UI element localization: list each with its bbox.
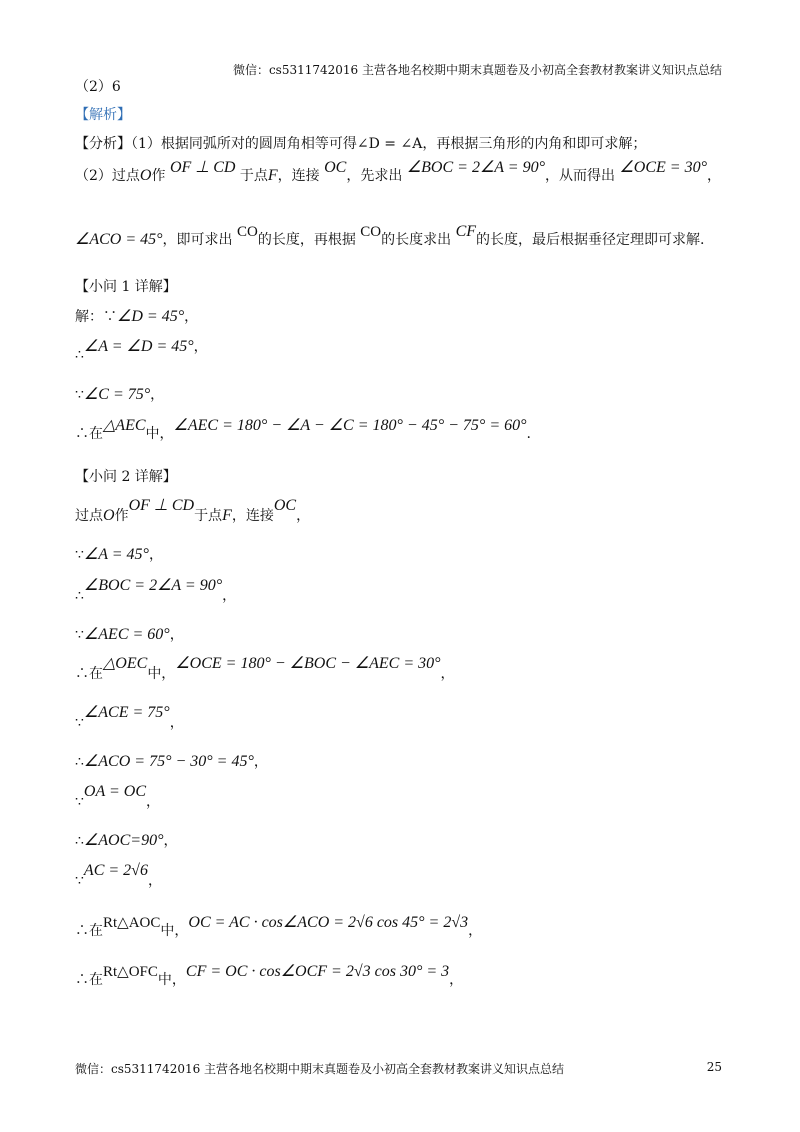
text: ∴在 — [75, 972, 103, 988]
q2-step-2 — [75, 547, 163, 563]
text: ，先求出 — [346, 168, 403, 184]
text: ∴ — [75, 833, 84, 849]
text: ， — [449, 972, 464, 988]
text: ∴在 — [75, 666, 103, 682]
math: OC — [273, 497, 297, 514]
text: ， — [145, 794, 160, 810]
text: ∴ — [75, 588, 84, 604]
math-boc: ∠BOC = 2∠A = 90° — [406, 159, 545, 176]
math: OF ⊥ CD — [128, 497, 195, 514]
math: ∠ACO = 75° − 30° = 45° — [83, 753, 254, 770]
math-point-o: O — [139, 167, 152, 184]
math: AC = 2√6 — [83, 862, 148, 879]
text: ， — [184, 309, 199, 325]
analysis-tag: 【解析】 — [75, 107, 131, 123]
math: OA = OC — [83, 783, 146, 800]
math-triangle: △AEC — [103, 417, 146, 434]
analysis-part1: （1）根据同弧所对的圆周角相等可得∠D = ∠A，再根据三角形的内角和即可求解； — [131, 136, 647, 152]
text: ， — [150, 387, 165, 403]
math-cf: CF — [455, 223, 477, 240]
text: ， — [169, 627, 184, 643]
text: ， — [440, 666, 455, 682]
page-footer: 微信：cs5311742016 主营各地名校期中期末真题卷及小初高全套教材教案讲义知识点总结 — [75, 1062, 565, 1076]
math: ∠D = 45° — [117, 308, 185, 325]
q1-step-1 — [75, 309, 198, 325]
math: ∠BOC = 2∠A = 90° — [83, 577, 223, 594]
page-header: 微信：cs5311742016 主营各地名校期中期末真题卷及小初高全套教材教案讲义知识点总结 — [232, 63, 722, 77]
q2-step-10 — [75, 862, 162, 889]
text: 作 — [114, 508, 129, 524]
analysis-line-2 — [75, 159, 721, 184]
math-oce: ∠OCE = 30° — [619, 159, 707, 176]
q2-title: 【小问 2 详解】 — [75, 469, 177, 485]
math-of-perp-cd: OF ⊥ CD — [169, 159, 236, 176]
q2-step-5 — [75, 655, 455, 682]
q2-step-11 — [75, 914, 483, 939]
math: ∠A = ∠D = 45° — [83, 338, 194, 355]
q2-step-6 — [75, 704, 184, 731]
math: ∠OCE = 180° − ∠BOC − ∠AEC = 30° — [175, 655, 441, 672]
text: ， — [296, 508, 311, 524]
text: ， — [706, 168, 721, 184]
text: ∴在 — [75, 923, 103, 939]
text: 的长度，再根据 — [257, 232, 356, 248]
math-triangle: Rt△AOC — [103, 915, 161, 931]
text: 的长度，最后根据垂径定理即可求解. — [476, 232, 705, 248]
math-triangle: Rt△OFC — [103, 964, 158, 980]
math: ∠A = 45° — [83, 546, 149, 563]
math: ∠AEC = 180° − ∠A − ∠C = 180° − 45° − 75° = 60° — [173, 417, 527, 434]
text: 中， — [160, 923, 189, 939]
text: ∵ — [75, 715, 84, 731]
text: . — [526, 426, 531, 442]
text: ，连接 — [277, 168, 320, 184]
analysis-line-3 — [75, 223, 705, 248]
text: ∵ — [75, 547, 84, 563]
text: ∵ — [75, 387, 84, 403]
math: CF = OC · cos∠OCF = 2√3 cos 30° = 3 — [185, 963, 450, 980]
q2-step-1 — [75, 497, 311, 524]
math-co: CO — [237, 224, 258, 240]
q2-step-3 — [75, 577, 237, 604]
math: ∠ACE = 75° — [83, 704, 170, 721]
text: ， — [148, 547, 163, 563]
text: 中， — [157, 972, 186, 988]
text: ∴ — [75, 347, 84, 363]
page-number: 25 — [706, 1060, 722, 1074]
q2-step-12 — [75, 963, 464, 988]
text: 于点 — [194, 508, 223, 524]
text: ∴ — [75, 754, 84, 770]
math: OC = AC · cos∠ACO = 2√6 cos 45° = 2√3 — [188, 914, 469, 931]
q1-step-2 — [75, 338, 208, 363]
text: 作 — [151, 168, 166, 184]
math: ∠C = 75° — [83, 386, 151, 403]
text: ，连接 — [231, 508, 274, 524]
text: ， — [169, 715, 184, 731]
text: ， — [253, 754, 268, 770]
text: ， — [193, 339, 208, 355]
text: 中， — [147, 666, 176, 682]
q2-step-9 — [75, 833, 177, 849]
text: 的长度求出 — [381, 232, 452, 248]
text: ， — [147, 873, 162, 889]
analysis-label: 【分析】 — [75, 136, 131, 152]
text: 中， — [145, 426, 174, 442]
text: （2）过点 — [75, 168, 140, 184]
q1-title: 【小问 1 详解】 — [75, 279, 177, 295]
math-point-f: F — [267, 167, 278, 184]
math-point-o: O — [103, 507, 115, 524]
text: ∵ — [75, 873, 84, 889]
math: ∠AEC = 60° — [83, 626, 170, 643]
analysis-line-1 — [75, 137, 646, 151]
text: ，即可求出 — [162, 232, 233, 248]
text: 解：∵ — [75, 309, 117, 325]
answer-line: （2）6 — [75, 79, 121, 95]
q2-step-7 — [75, 754, 268, 770]
text: 于点 — [239, 168, 268, 184]
math: ∠AOC=90° — [83, 832, 164, 849]
math-oc: OC — [324, 159, 347, 176]
text: ∴在 — [75, 426, 103, 442]
q1-step-4 — [75, 417, 531, 442]
text: 过点 — [75, 508, 103, 524]
math-point-f: F — [222, 507, 232, 524]
text: ， — [163, 833, 178, 849]
text: ，从而得出 — [544, 168, 615, 184]
text: ∵ — [75, 627, 84, 643]
text: ， — [468, 923, 483, 939]
math-triangle: △OEC — [103, 655, 148, 672]
math-co: CO — [360, 224, 382, 240]
text: ， — [222, 588, 237, 604]
text: ∵ — [75, 794, 84, 810]
q2-step-8 — [75, 783, 160, 810]
q2-step-4 — [75, 627, 184, 643]
q1-step-3 — [75, 387, 164, 403]
math-aco: ∠ACO = 45° — [75, 231, 163, 248]
